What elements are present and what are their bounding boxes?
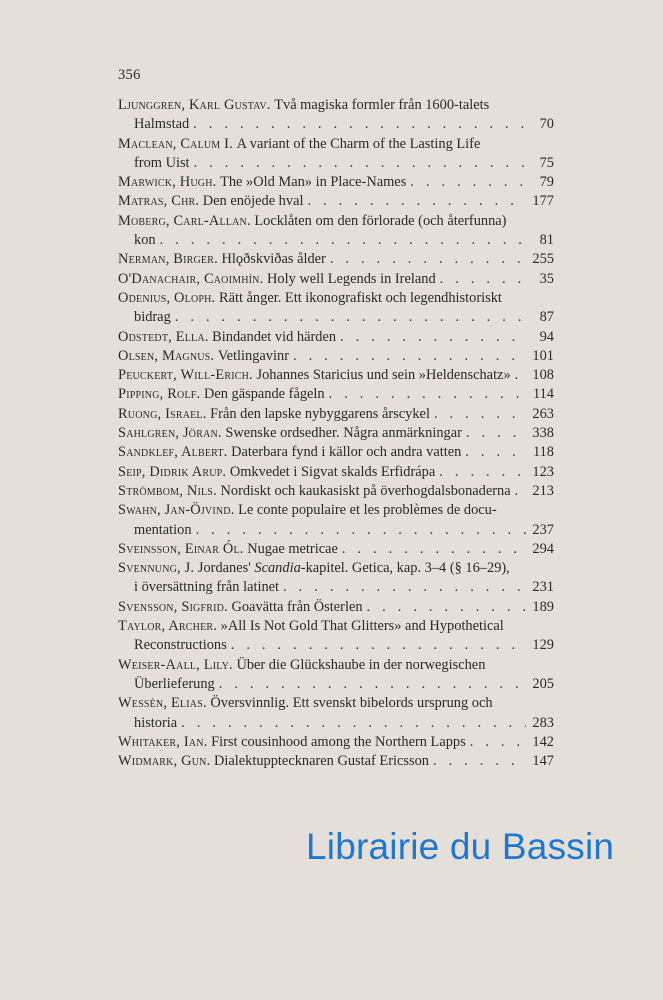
entry-page-number: 177 [532,193,554,210]
entry-title: First cousinhood among the Northern Lapps [211,733,466,750]
index-entry [118,656,554,695]
entry-author: Peuckert, Will-Erich. [118,367,253,384]
entry-title: Swenske ordsedher. Några anmärkningar [225,425,462,442]
entry-page-number: 114 [532,386,554,403]
entry-line [118,347,554,366]
entry-title: Rätt ånger. Ett ikonografiskt och legendhistoriskt [218,289,502,306]
entry-line [118,578,554,597]
entry-title: bidrag [134,309,171,326]
index-entry [118,463,554,482]
entry-line [118,559,554,578]
entry-page-number: 123 [532,463,554,480]
entry-page-number: 189 [532,598,554,615]
entry-author: Odenius, Oloph. [118,289,216,306]
entry-author: Maclean, Calum I. [118,135,233,152]
entry-author: Odstedt, Ella. [118,328,209,345]
entry-author: Sahlgren, Jöran. [118,425,222,442]
leader-dots [410,173,526,192]
entry-title: Reconstructions [134,637,227,654]
entry-title: Holy well Legends in Ireland [267,270,436,287]
leader-dots [293,347,526,366]
entry-author: Ljunggren, Karl Gustav. [118,97,271,113]
entry-title: Den enöjede hval [202,193,304,210]
entry-line [118,636,554,655]
entry-page-number: 338 [532,425,554,442]
entry-author: Strömbom, Nils. [118,482,217,499]
entry-author: Svennung, J. [118,560,195,577]
leader-dots [440,270,526,289]
entry-page-number: 129 [532,637,554,654]
index-entry [118,366,554,385]
index-entry [118,385,554,404]
entry-author: Taylor, Archer. [118,618,218,635]
entry-line [118,617,554,636]
entry-title: Två magiska formler från 1600-talets [274,97,490,113]
entry-line [118,598,554,617]
entry-author: Seip, Didrik Arup. [118,463,227,480]
entry-title: Bindandet vid härden [212,328,337,345]
entry-title: Le conte populaire et les problèmes de docu- [238,502,497,519]
entry-author: Nerman, Birger. [118,251,218,268]
leader-dots [470,733,526,752]
index-entry [118,347,554,366]
entry-line [118,173,554,192]
entry-line [118,482,554,501]
entry-title: Halmstad [134,116,190,133]
leader-dots [175,308,526,327]
entry-author: Whitaker, Ian. [118,733,208,750]
entry-author: Marwick, Hugh. [118,174,217,191]
entry-line [118,675,554,694]
entry-page-number: 75 [539,154,554,171]
entry-title: i översättning från latinet [134,579,280,596]
entry-line [118,656,554,675]
leader-dots [515,366,526,385]
entry-author: Olsen, Magnus. [118,347,215,364]
index-entry [118,250,554,269]
entry-page-number: 118 [532,444,554,461]
entry-title: The »Old Man» in Place-Names [220,174,407,191]
leader-dots [193,115,526,134]
entry-page-number: 255 [532,251,554,268]
entry-title: Dialektupptecknaren Gustaf Ericsson [213,753,429,770]
entry-page-number: 142 [532,733,554,750]
entry-line [118,694,554,713]
entry-line [118,521,554,540]
entry-line [118,463,554,482]
entry-page-number: 94 [539,328,554,345]
entry-author: Swahn, Jan-Öjvind. [118,502,235,519]
entry-line [118,540,554,559]
leader-dots [439,463,526,482]
entry-title: Nordiskt och kaukasiskt på överhogdalsbonaderna [220,482,511,499]
page-number: 356 [118,67,141,83]
entry-page-number: 294 [532,540,554,557]
entry-page-number: 263 [532,405,554,422]
leader-dots [515,482,526,501]
entry-line [118,385,554,404]
index-entry [118,135,554,174]
entry-author: O'Danachair, Caoimhín. [118,270,264,287]
leader-dots [160,231,526,250]
entry-title: Goavätta från Österlen [231,598,363,615]
index-entry [118,617,554,656]
entry-page-number: 231 [532,579,554,596]
entry-author: Ruong, Israel. [118,405,207,422]
leader-dots [465,443,526,462]
entry-page-number: 205 [532,675,554,692]
entry-line [118,115,554,134]
entry-author: Pipping, Rolf. [118,386,201,403]
entry-page-number: 101 [532,347,554,364]
entry-line [118,733,554,752]
leader-dots [231,636,526,655]
entry-author: Matras, Chr. [118,193,200,210]
entry-title: A variant of the Charm of the Lasting Life [236,135,481,152]
entry-page-number: 237 [532,521,554,538]
leader-dots [196,521,526,540]
entry-author: Sandklef, Albert. [118,444,228,461]
entry-title: Vetlingavinr [217,347,289,364]
entry-author: Wessén, Elias. [118,695,207,712]
entry-title: Johannes Staricius und sein »Heldenschatz» [256,367,511,384]
entry-line [118,192,554,211]
entry-title: Från den lapske nybyggarens årscykel [210,405,430,422]
index-entry [118,173,554,192]
index-entry [118,501,554,540]
entry-line [118,289,554,308]
leader-dots [307,192,526,211]
entry-line [118,366,554,385]
entry-line [118,231,554,250]
index-entry [118,192,554,211]
entry-title: »All Is Not Gold That Glitters» and Hypothetical [220,618,504,635]
index-entry [118,443,554,462]
entry-title: mentation [134,521,192,538]
entry-page-number: 108 [532,367,554,384]
index-entry [118,424,554,443]
entry-page-number: 283 [532,714,554,731]
leader-dots [181,714,526,733]
index-entry [118,752,554,771]
leader-dots [342,540,526,559]
entry-line [118,270,554,289]
leader-dots [340,328,526,347]
index-entry [118,270,554,289]
entry-page-number: 81 [539,232,554,249]
entry-line [118,405,554,424]
watermark: Librairie du Bassin [306,826,615,867]
entry-author: Svensson, Sigfrid. [118,598,228,615]
index-entry [118,559,554,598]
index-entry [118,289,554,328]
index-entry [118,540,554,559]
entry-author: Moberg, Carl-Allan. [118,212,251,229]
entry-title: historia [134,714,178,731]
leader-dots [367,598,526,617]
index-entry [118,694,554,733]
entry-title: Überlieferung [134,675,215,692]
entry-page-number: 35 [539,270,554,287]
index-entry [118,405,554,424]
leader-dots [329,385,526,404]
entry-title: Jordanes' Scandia-kapitel. Getica, kap. 3–4 (§ 16–29), [197,560,510,577]
entry-line [118,424,554,443]
entry-line [118,752,554,771]
entry-title: from Uist [134,154,190,171]
entry-page-number: 70 [539,116,554,133]
leader-dots [434,405,526,424]
entry-page-number: 87 [539,309,554,326]
entry-author: Weiser-Aall, Lily. [118,656,233,673]
entry-title: Daterbara fynd i källor och andra vatten [231,444,462,461]
entry-author: Sveinsson, Einar Ól. [118,540,244,557]
index-entry [118,212,554,251]
entry-line [118,212,554,231]
entry-line [118,96,554,115]
entry-title: Omkvedet i Sigvat skalds Erfidrápa [229,463,436,480]
entry-line [118,250,554,269]
entry-title: Nugae metricae [247,540,338,557]
entry-line [118,443,554,462]
index-entry [118,328,554,347]
leader-dots [330,250,526,269]
leader-dots [194,154,526,173]
entry-title: Hlǫðskviðas ålder [221,251,326,268]
leader-dots [219,675,526,694]
index-list [118,96,554,771]
entry-line [118,714,554,733]
leader-dots [466,424,526,443]
entry-line [118,328,554,347]
index-entry [118,482,554,501]
leader-dots [283,578,526,597]
entry-title: Über die Glückshaube in der norwegischen [236,656,486,673]
entry-line [118,308,554,327]
entry-page-number: 213 [532,482,554,499]
entry-title: kon [134,232,156,249]
entry-line [118,501,554,520]
entry-title: Locklåten om den förlorade (och återfunna) [254,212,507,229]
index-entry [118,96,554,135]
entry-author: Widmark, Gun. [118,753,211,770]
entry-line [118,135,554,154]
entry-title: Översvinnlig. Ett svenskt bibelords ursprung och [210,695,493,712]
entry-line [118,154,554,173]
entry-page-number: 147 [532,753,554,770]
entry-page-number: 79 [539,174,554,191]
index-entry [118,598,554,617]
leader-dots [433,752,526,771]
index-entry [118,733,554,752]
entry-title: Den gäspande fågeln [203,386,325,403]
